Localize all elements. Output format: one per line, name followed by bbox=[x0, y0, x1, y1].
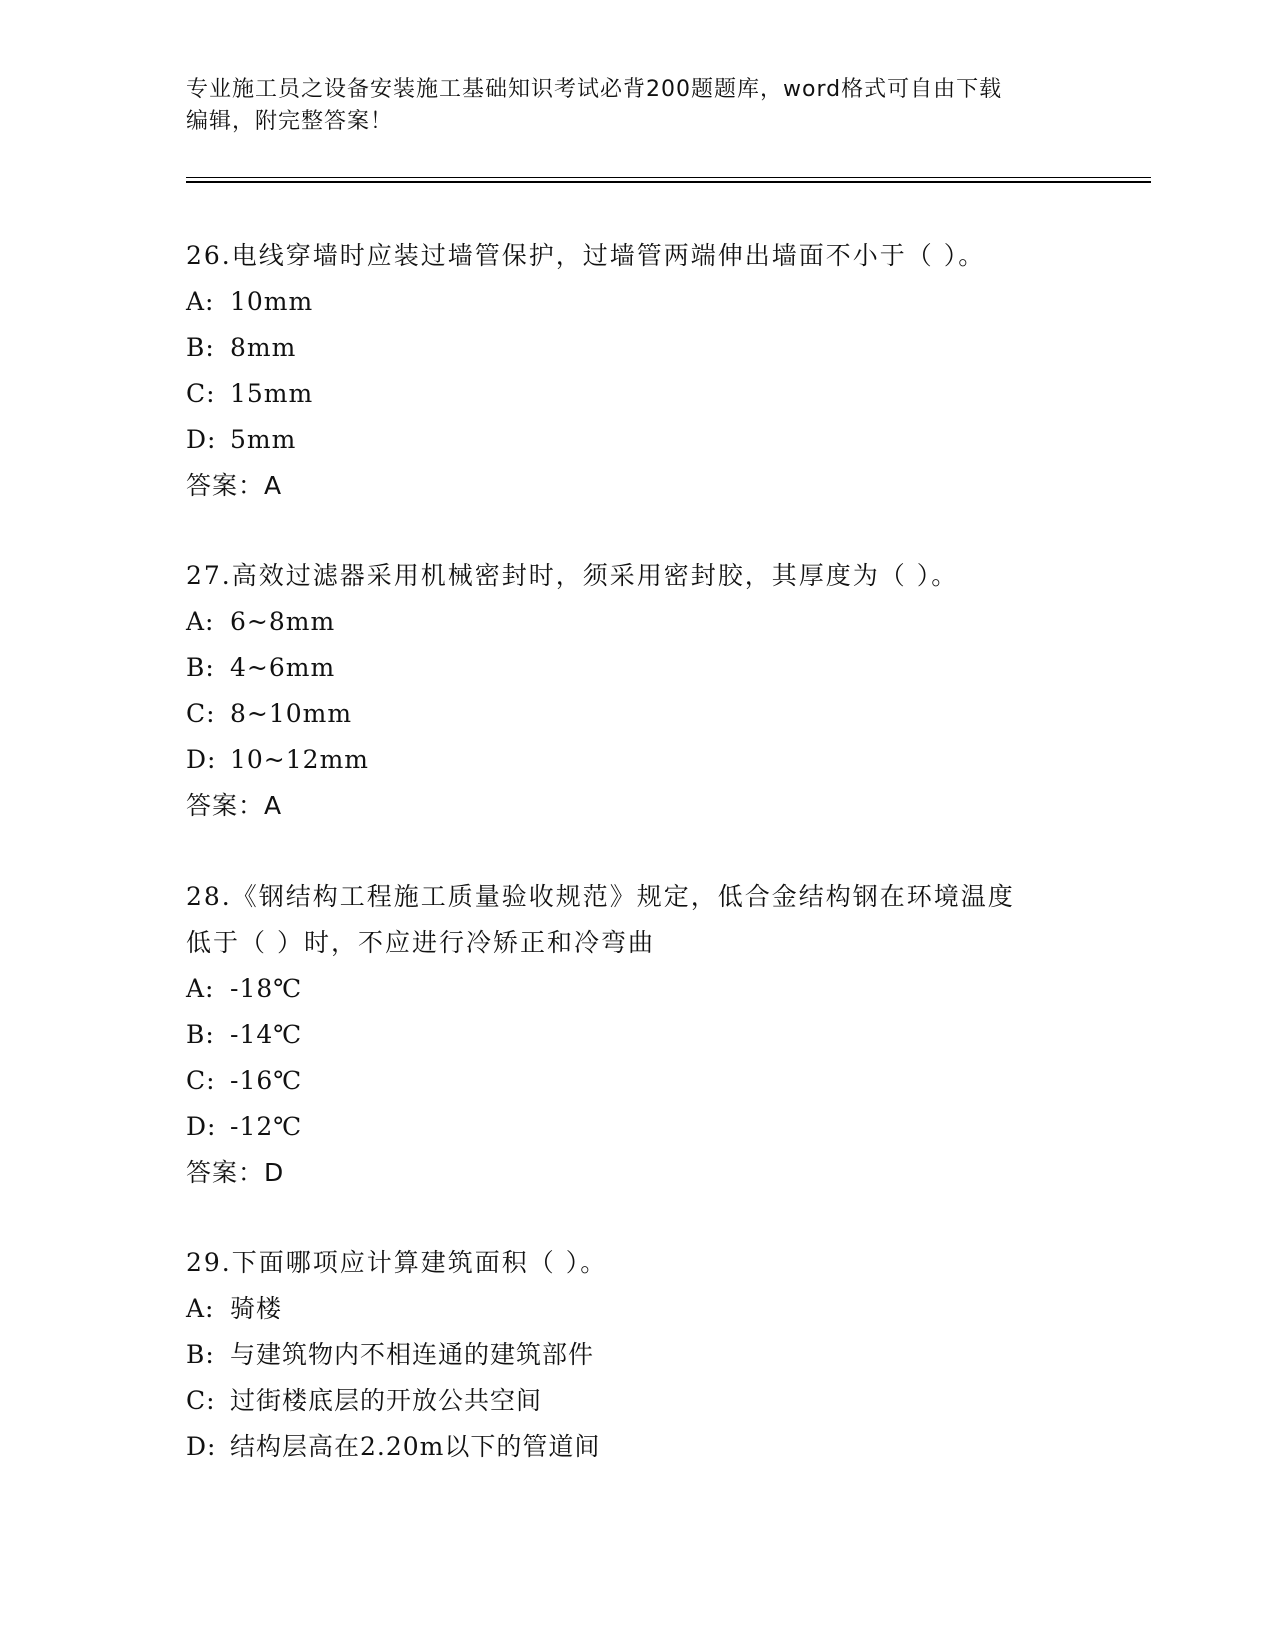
option-text: 15mm bbox=[230, 379, 314, 408]
option-key: C: bbox=[186, 1066, 216, 1095]
option-d bbox=[186, 417, 1086, 463]
option-text: 6~8mm bbox=[230, 607, 336, 636]
option-d bbox=[186, 1104, 1086, 1150]
option-key: B: bbox=[186, 333, 215, 362]
option-key: D: bbox=[186, 1432, 217, 1461]
option-a bbox=[186, 599, 1086, 645]
answer-line: 答案：A bbox=[186, 471, 283, 500]
option-text: 过街楼底层的开放公共空间 bbox=[230, 1386, 543, 1415]
option-text: -16℃ bbox=[230, 1066, 303, 1095]
option-text: 5mm bbox=[230, 425, 297, 454]
option-text: -18℃ bbox=[230, 974, 303, 1003]
option-text: 8mm bbox=[230, 333, 297, 362]
option-text: -12℃ bbox=[230, 1112, 303, 1141]
option-key: D: bbox=[186, 425, 217, 454]
option-key: C: bbox=[186, 379, 216, 408]
option-key: D: bbox=[186, 745, 217, 774]
header-line-2: 编辑，附完整答案！ bbox=[186, 109, 394, 134]
option-text: 结构层高在2.20m以下的管道间 bbox=[230, 1432, 601, 1461]
option-key: A: bbox=[186, 287, 215, 316]
option-key: A: bbox=[186, 974, 215, 1003]
option-text: 与建筑物内不相连通的建筑部件 bbox=[230, 1340, 595, 1369]
header-divider-thin bbox=[186, 177, 1151, 178]
question-26 bbox=[186, 233, 1086, 509]
option-b bbox=[186, 645, 1086, 691]
question-stem: 29.下面哪项应计算建筑面积（ ）。 bbox=[186, 1248, 608, 1277]
option-text: 10mm bbox=[230, 287, 314, 316]
option-key: B: bbox=[186, 1340, 215, 1369]
option-c bbox=[186, 1058, 1086, 1104]
option-b bbox=[186, 1332, 1086, 1378]
document-header bbox=[186, 74, 1086, 138]
question-stem: 26.电线穿墙时应装过墙管保护，过墙管两端伸出墙面不小于（ ）。 bbox=[186, 241, 986, 270]
option-text: 8~10mm bbox=[230, 699, 353, 728]
option-d bbox=[186, 737, 1086, 783]
option-a bbox=[186, 279, 1086, 325]
answer-line: 答案：A bbox=[186, 791, 283, 820]
option-b bbox=[186, 1012, 1086, 1058]
option-text: 4~6mm bbox=[230, 653, 336, 682]
question-27 bbox=[186, 553, 1086, 829]
option-a bbox=[186, 966, 1086, 1012]
option-a bbox=[186, 1286, 1086, 1332]
question-stem-line-1: 28.《钢结构工程施工质量验收规范》规定，低合金结构钢在环境温度 bbox=[186, 882, 1015, 911]
option-c bbox=[186, 371, 1086, 417]
option-text: 10~12mm bbox=[230, 745, 369, 774]
option-key: A: bbox=[186, 607, 215, 636]
question-28 bbox=[186, 874, 1086, 1196]
option-d bbox=[186, 1424, 1086, 1470]
option-key: A: bbox=[186, 1294, 215, 1323]
question-stem: 27.高效过滤器采用机械密封时，须采用密封胶，其厚度为（ ）。 bbox=[186, 561, 959, 590]
option-key: D: bbox=[186, 1112, 217, 1141]
question-stem-line-2: 低于（ ）时，不应进行冷矫正和冷弯曲 bbox=[186, 928, 655, 957]
header-divider-thick bbox=[186, 181, 1151, 183]
answer-line: 答案：D bbox=[186, 1158, 285, 1187]
question-29 bbox=[186, 1240, 1086, 1470]
option-c bbox=[186, 691, 1086, 737]
option-b bbox=[186, 325, 1086, 371]
option-text: -14℃ bbox=[230, 1020, 303, 1049]
option-key: C: bbox=[186, 699, 216, 728]
header-line-1: 专业施工员之设备安装施工基础知识考试必背200题题库，word格式可自由下载 bbox=[186, 77, 1003, 102]
option-key: B: bbox=[186, 1020, 215, 1049]
option-key: B: bbox=[186, 653, 215, 682]
option-text: 骑楼 bbox=[230, 1294, 283, 1323]
option-c bbox=[186, 1378, 1086, 1424]
option-key: C: bbox=[186, 1386, 216, 1415]
